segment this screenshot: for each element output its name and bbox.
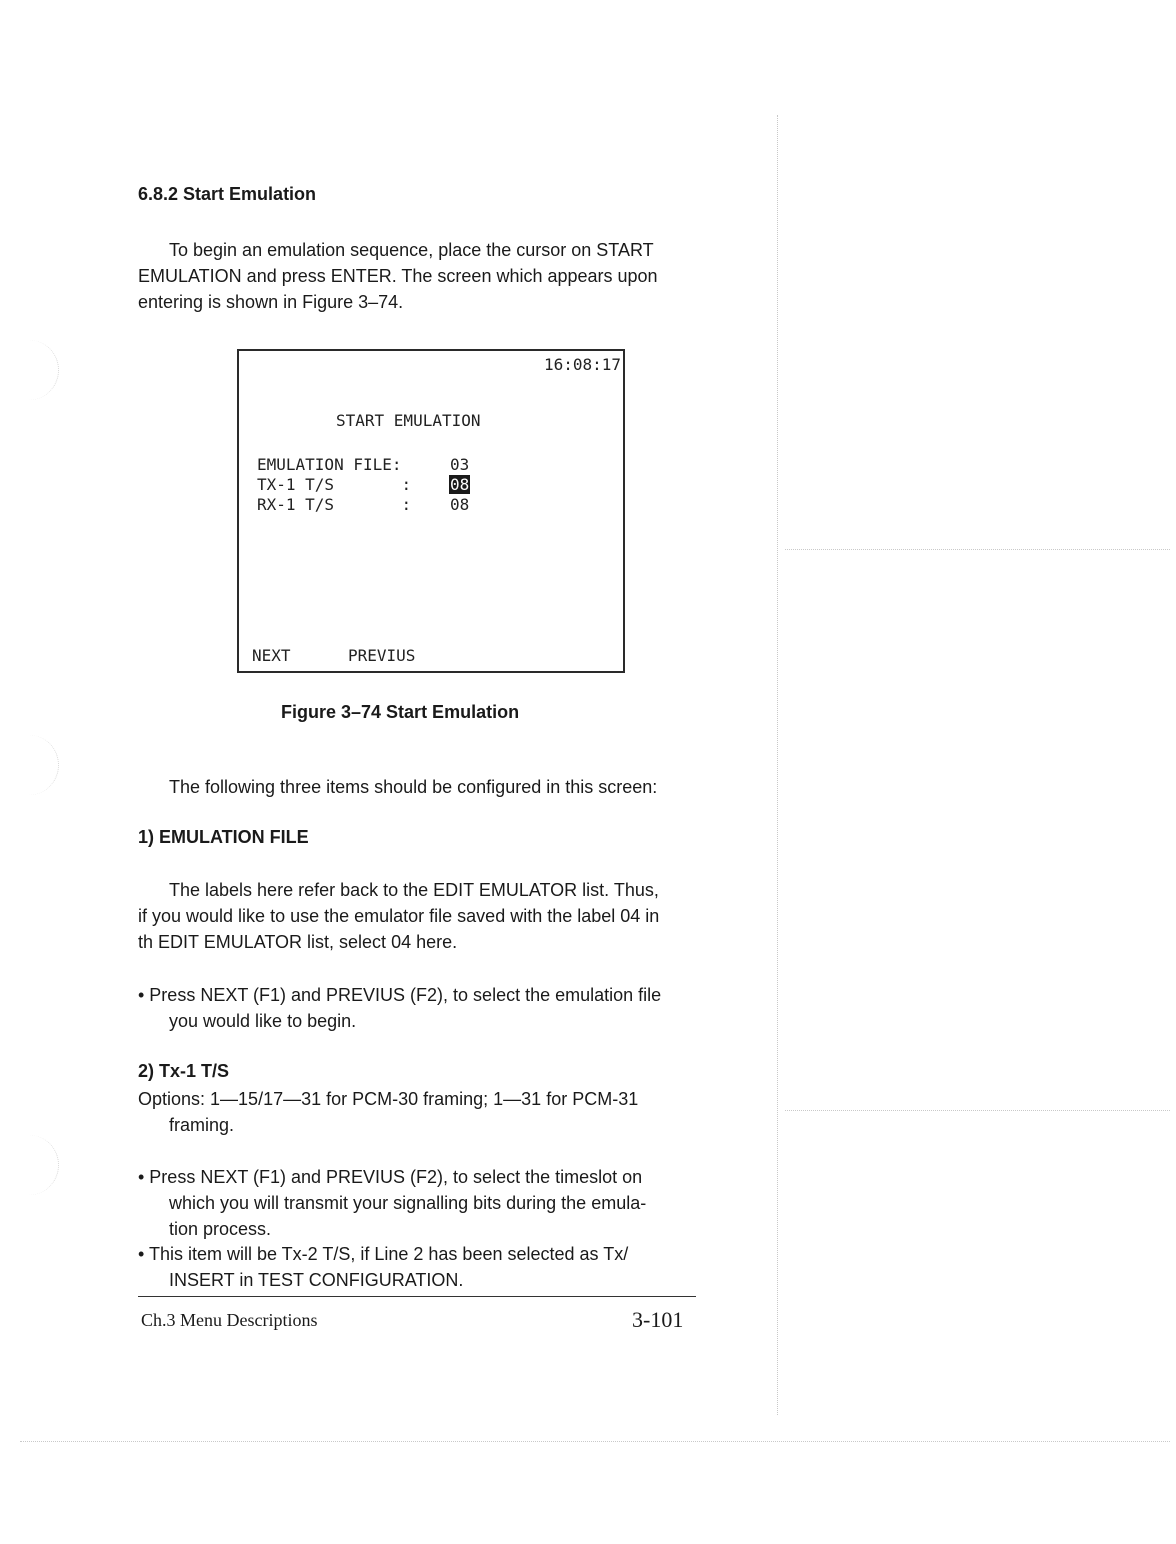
footer-chapter: Ch.3 Menu Descriptions bbox=[141, 1310, 318, 1330]
screen-clock: 16:08:17 bbox=[543, 355, 621, 374]
bullet-line: tion process. bbox=[169, 1219, 272, 1239]
screen-title: START EMULATION bbox=[336, 411, 481, 430]
screen-field-label-emulation-file: EMULATION FILE: bbox=[257, 455, 402, 474]
screen-field-value-tx-ts-cursor[interactable]: 08 bbox=[450, 475, 470, 494]
page-edge-rule bbox=[777, 115, 778, 1415]
bullet-line: you would like to begin. bbox=[169, 1011, 357, 1031]
item1-heading: 1) EMULATION FILE bbox=[138, 827, 309, 847]
item1-line: The labels here refer back to the EDIT EMULATOR list. Thus, bbox=[169, 880, 659, 900]
footer-rule bbox=[138, 1296, 696, 1297]
intro-line: EMULATION and press ENTER. The screen which appears upon bbox=[138, 266, 658, 286]
item2-options bbox=[138, 1086, 696, 1138]
softkey-next[interactable]: NEXT bbox=[252, 646, 291, 665]
item1-line: th EDIT EMULATOR list, select 04 here. bbox=[138, 932, 458, 952]
binder-hole-mark bbox=[18, 735, 59, 795]
item2-bullet-2 bbox=[138, 1241, 696, 1293]
intro-line: entering is shown in Figure 3–74. bbox=[138, 292, 404, 312]
bullet-line: • This item will be Tx-2 T/S, if Line 2 has been selected as Tx/ bbox=[138, 1244, 629, 1264]
screen-field-value-emulation-file[interactable]: 03 bbox=[450, 455, 470, 474]
scan-dotted-line bbox=[785, 549, 1170, 550]
bullet-line: • Press NEXT (F1) and PREVIUS (F2), to select the timeslot on bbox=[138, 1167, 643, 1187]
softkey-previus[interactable]: PREVIUS bbox=[348, 646, 416, 665]
item1-line: if you would like to use the emulator file saved with the label 04 in bbox=[138, 906, 660, 926]
config-intro: The following three items should be configured in this screen: bbox=[169, 777, 658, 797]
footer-page-number: 3-101 bbox=[632, 1307, 684, 1332]
bullet-line: INSERT in TEST CONFIGURATION. bbox=[169, 1270, 464, 1290]
scan-dotted-line bbox=[20, 1441, 1170, 1442]
section-heading: 6.8.2 Start Emulation bbox=[138, 184, 317, 204]
screen-field-label-tx-ts: TX-1 T/S : bbox=[257, 475, 412, 494]
options-line: Options: 1—15/17—31 for PCM-30 framing; 1—31 for PCM-31 bbox=[138, 1089, 639, 1109]
bullet-line: which you will transmit your signalling bits during the emula- bbox=[169, 1193, 647, 1213]
item2-bullet-1 bbox=[138, 1164, 696, 1242]
scan-dotted-line bbox=[785, 1110, 1170, 1111]
emulator-screen-figure bbox=[237, 349, 625, 673]
binder-hole-mark bbox=[18, 1135, 59, 1195]
binder-hole-mark bbox=[18, 340, 59, 400]
screen-field-label-rx-ts: RX-1 T/S : bbox=[257, 495, 412, 514]
item1-bullet bbox=[138, 982, 696, 1034]
screen-field-value-rx-ts[interactable]: 08 bbox=[450, 495, 470, 514]
intro-paragraph bbox=[138, 237, 696, 315]
intro-line: To begin an emulation sequence, place the cursor on START bbox=[169, 240, 654, 260]
item2-heading: 2) Tx-1 T/S bbox=[138, 1061, 230, 1081]
bullet-line: • Press NEXT (F1) and PREVIUS (F2), to select the emulation file bbox=[138, 985, 662, 1005]
item1-paragraph bbox=[138, 877, 696, 955]
options-line: framing. bbox=[169, 1115, 235, 1135]
figure-caption: Figure 3–74 Start Emulation bbox=[281, 702, 520, 722]
